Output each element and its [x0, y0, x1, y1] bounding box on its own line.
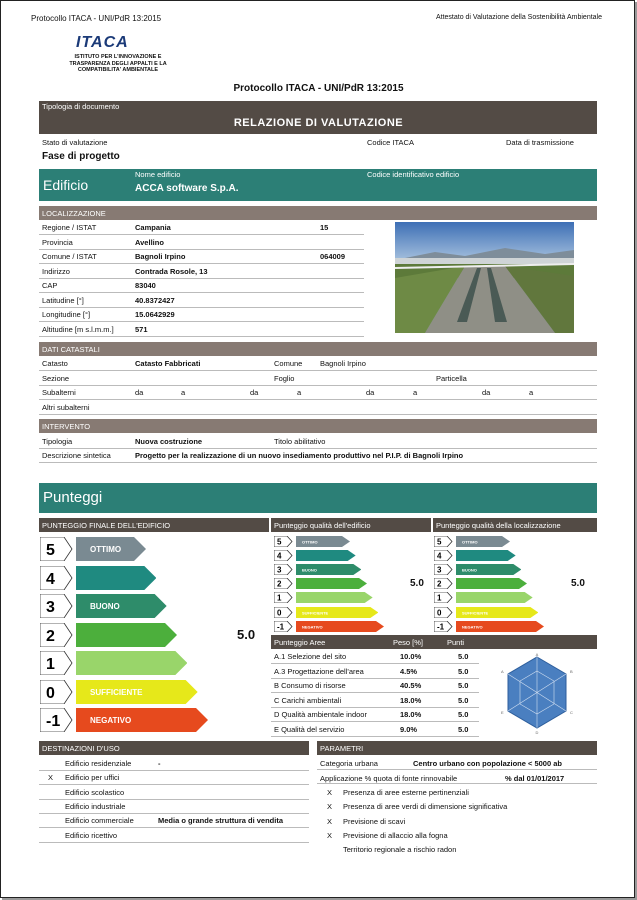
dest-extra: Media o grande struttura di vendita: [158, 816, 284, 826]
edificio-level-0: [274, 607, 378, 618]
row-divider: [317, 769, 597, 770]
level-number: 4: [46, 570, 55, 588]
qualita-localizzazione-value: 5.0: [571, 578, 585, 589]
row-divider: [39, 799, 309, 800]
level-name: NEGATIVO: [302, 624, 323, 630]
localizzazione-level--1: [434, 621, 544, 632]
level-number: 2: [437, 579, 442, 589]
loc-row-label: Longitudine [°]: [42, 310, 91, 319]
row-divider: [39, 813, 309, 814]
edificio-banner: [39, 169, 597, 201]
nome-edificio-value: ACCA software S.p.A.: [135, 183, 239, 194]
row-divider: [39, 827, 309, 828]
param-mark: X: [327, 830, 333, 840]
particella-label: Particella: [436, 374, 467, 383]
loc-row-value: 40.8372427: [135, 295, 175, 305]
level-number: 2: [46, 627, 55, 645]
altri-subalterni-label: Altri subalterni: [42, 403, 90, 412]
row-divider: [39, 278, 364, 279]
area-peso: 10.0%: [400, 652, 422, 661]
stato-value: Fase di progetto: [42, 151, 120, 162]
comune-label: Comune: [274, 359, 303, 368]
row-divider: [39, 784, 309, 785]
codice-edificio-label: Codice identificativo edificio: [367, 170, 460, 179]
row-divider: [39, 336, 364, 337]
row-divider: [39, 249, 364, 250]
loc-row-label: Altitudine [m s.l.m.m.]: [42, 324, 114, 334]
level-number: 1: [46, 656, 55, 673]
tipologia-intervento-value: Nuova costruzione: [135, 437, 203, 446]
comune-value: Bagnoli Irpino: [320, 359, 366, 368]
subalterni-da: da: [366, 388, 375, 397]
area-peso: 18.0%: [400, 695, 422, 705]
level-number: 4: [437, 551, 442, 561]
area-name: D Qualità ambientale indoor: [274, 710, 367, 719]
row-divider: [39, 842, 309, 843]
level-name: NEGATIVO: [462, 624, 483, 630]
finale-level--1: [40, 708, 208, 732]
area-name: E Qualità del servizio: [274, 724, 345, 734]
level-number: 5: [46, 542, 55, 559]
level-name: BUONO: [462, 567, 477, 573]
subalterni-label: Subalterni: [42, 388, 76, 397]
localizzazione-level-1: [434, 592, 533, 603]
param-mark: X: [327, 788, 333, 797]
qualita-edificio-value: 5.0: [410, 578, 424, 589]
finale-level-4: [40, 566, 156, 590]
loc-row-code: 15: [320, 223, 329, 232]
nome-edificio-label: Nome edificio: [135, 170, 181, 179]
level-number: 1: [277, 593, 282, 603]
area-punti: 5.0: [458, 695, 469, 705]
applicazione-label: Applicazione % quota di fonte rinnovabile: [320, 774, 458, 783]
finale-level-1: [40, 651, 187, 675]
edificio-level-1: [274, 592, 373, 603]
level-number: -1: [437, 622, 445, 632]
peso-label: Peso [%]: [393, 638, 424, 647]
intervento-header: INTERVENTO: [39, 419, 597, 433]
codice-itaca-label: Codice ITACA: [367, 138, 414, 147]
dest-label: Edificio residenziale: [65, 759, 132, 768]
dest-extra: -: [158, 759, 161, 768]
dest-label: Edificio ricettivo: [65, 830, 118, 840]
level-name: OTTIMO: [462, 539, 478, 545]
loc-row-code: 064009: [320, 252, 346, 261]
level-number: 1: [437, 593, 442, 603]
row-divider: [39, 321, 364, 322]
loc-row-label: Regione / ISTAT: [42, 223, 97, 232]
area-name: C Carichi ambientali: [274, 695, 342, 705]
level-name: OTTIMO: [90, 545, 122, 554]
level-number: 5: [437, 537, 442, 547]
area-punti: 5.0: [458, 724, 469, 734]
radar-label-3: D: [535, 730, 539, 735]
loc-row-label: Provincia: [42, 237, 73, 247]
param-label: Previsione di allaccio alla fogna: [343, 830, 448, 840]
loc-row-label: Indirizzo: [42, 266, 70, 276]
level-name: OTTIMO: [302, 539, 318, 545]
applicazione-value: % dal 01/01/2017: [505, 774, 565, 783]
loc-row-value: 83040: [135, 281, 156, 290]
level-number: 4: [277, 551, 282, 561]
level-name: SUFFICIENTE: [302, 610, 329, 615]
loc-row-value: 571: [135, 324, 148, 334]
param-mark: X: [327, 802, 333, 812]
level-number: 0: [46, 684, 55, 702]
level-name: SUFFICIENTE: [462, 610, 489, 615]
stato-label: Stato di valutazione: [42, 138, 108, 147]
dest-label: Edificio commerciale: [65, 816, 134, 826]
localizzazione-level-0: [434, 607, 538, 618]
sezione-label: Sezione: [42, 374, 70, 383]
loc-row-label: Latitudine [°]: [42, 295, 84, 305]
param-label: Presenza di aree esterne pertinenziali: [343, 788, 469, 797]
header-attestato: Attestato di Valutazione della Sostenibilità Ambientale: [435, 14, 602, 21]
level-name: SUFFICIENTE: [90, 687, 143, 697]
area-peso: 4.5%: [400, 666, 418, 676]
loc-row-value: Avellino: [135, 237, 164, 247]
area-punti: 5.0: [458, 666, 469, 676]
qualita-localizzazione-header: Punteggio qualità della localizzazione: [433, 518, 597, 532]
localizzazione-level-4: [434, 550, 516, 561]
area-peso: 18.0%: [400, 710, 422, 719]
area-name: B Consumo di risorse: [274, 681, 346, 690]
edificio-level-4: [274, 550, 356, 561]
radar-label-4: E: [501, 710, 504, 715]
level-number: 0: [277, 608, 282, 617]
page-title: Protocollo ITACA - UNI/PdR 13:2015: [233, 83, 404, 94]
row-divider: [271, 736, 479, 737]
subalterni-da: da: [250, 388, 259, 397]
dest-label: Edificio scolastico: [65, 787, 125, 797]
punteggio-finale-value: 5.0: [237, 627, 256, 642]
row-divider: [39, 263, 364, 264]
edificio-level-5: [274, 536, 350, 547]
level-name: BUONO: [90, 602, 120, 611]
tipologia-intervento-label: Tipologia: [42, 437, 73, 446]
level-name: BUONO: [302, 567, 317, 573]
header-protocol: Protocollo ITACA - UNI/PdR 13:2015: [31, 14, 162, 23]
edificio-level-3: [274, 564, 361, 575]
row-divider: [39, 770, 309, 771]
subalterni-da: da: [482, 388, 491, 397]
level-number: -1: [46, 713, 61, 730]
parametri-header: PARAMETRI: [317, 741, 597, 755]
subalterni-a: a: [413, 388, 418, 397]
area-punti: 5.0: [458, 681, 469, 690]
row-divider: [39, 292, 364, 293]
row-divider: [271, 678, 479, 679]
radar-label-1: B: [570, 669, 573, 674]
tipologia-label: Tipologia di documento: [42, 102, 120, 111]
punteggio-finale-header: PUNTEGGIO FINALE DELL'EDIFICIO: [39, 518, 269, 532]
titolo-abilitativo-label: Titolo abilitativo: [274, 437, 326, 446]
categoria-value: Centro urbano con popolazione < 5000 ab: [413, 759, 562, 768]
finale-level-0: [40, 680, 198, 704]
row-divider: [271, 707, 479, 708]
level-number: 0: [437, 608, 442, 617]
edificio-title: Edificio: [43, 177, 89, 193]
param-label: Previsione di scavi: [343, 816, 406, 826]
loc-row-value: Campania: [135, 223, 171, 232]
loc-row-value: Contrada Rosole, 13: [135, 266, 208, 276]
row-divider: [39, 307, 364, 308]
area-name: A.3 Progettazione dell'area: [274, 666, 364, 676]
row-divider: [271, 663, 479, 664]
level-number: 3: [437, 565, 442, 575]
level-number: 3: [46, 599, 55, 616]
catasto-value: Catasto Fabbricati: [135, 359, 201, 368]
loc-row-value: 15.0642929: [135, 310, 175, 319]
subalterni-da: da: [135, 388, 144, 397]
itaca-logo-subtitle: ISTITUTO PER L'INNOVAZIONE E TRASPARENZA DEGLI APPALTI E LA COMPATIBILITA' AMBIENTALE: [69, 54, 167, 73]
localizzazione-level-5: [434, 536, 510, 547]
radar-label-0: A: [535, 652, 539, 657]
level-number: 5: [277, 537, 282, 547]
dest-label: Edificio industriale: [65, 801, 126, 811]
descrizione-label: Descrizione sintetica: [42, 451, 111, 460]
radar-chart: [497, 651, 577, 735]
descrizione-value: Progetto per la realizzazione di un nuovo insediamento produttivo nel P.I.P. di Bagnoli Irpino: [135, 451, 464, 460]
edificio-level--1: [274, 621, 384, 632]
finale-level-3: [40, 594, 167, 618]
level-name: NEGATIVO: [90, 716, 132, 725]
row-divider: [271, 721, 479, 722]
level-number: -1: [277, 622, 285, 632]
localizzazione-level-2: [434, 578, 527, 589]
relazione-title: RELAZIONE DI VALUTAZIONE: [233, 117, 404, 129]
area-peso: 40.5%: [400, 681, 422, 690]
area-peso: 9.0%: [400, 724, 418, 734]
catasto-label: Catasto: [42, 359, 68, 368]
qualita-edificio-header: Punteggio qualità dell'edificio: [271, 518, 431, 532]
finale-level-5: [40, 537, 146, 561]
area-name: A.1 Selezione del sito: [274, 652, 347, 661]
radar-label-2: C: [570, 710, 573, 715]
row-divider: [317, 783, 597, 784]
data-trasmissione-label: Data di trasmissione: [506, 138, 574, 147]
loc-row-label: CAP: [42, 281, 58, 290]
localizzazione-level-3: [434, 564, 521, 575]
level-number: 3: [277, 565, 282, 575]
row-divider: [39, 234, 364, 235]
destinazioni-header: DESTINAZIONI D'USO: [39, 741, 309, 755]
localizzazione-header: LOCALIZZAZIONE: [39, 206, 597, 220]
loc-row-label: Comune / ISTAT: [42, 252, 97, 261]
level-number: 2: [277, 579, 282, 589]
area-punti: 5.0: [458, 710, 469, 719]
row-divider: [271, 692, 479, 693]
finale-level-2: [40, 623, 177, 647]
radar-label-5: A: [501, 669, 504, 674]
punti-label: Punti: [447, 638, 465, 647]
dati-catastali-header: DATI CATASTALI: [39, 342, 597, 356]
punteggi-banner: [39, 483, 597, 513]
subalterni-a: a: [297, 388, 302, 397]
edificio-level-2: [274, 578, 367, 589]
subalterni-a: a: [181, 388, 186, 397]
param-label: Presenza di aree verdi di dimensione significativa: [343, 802, 508, 812]
punteggio-aree-label: Punteggio Aree: [274, 638, 326, 647]
dest-mark: X: [48, 773, 54, 783]
categoria-label: Categoria urbana: [320, 759, 378, 768]
param-mark: X: [327, 816, 333, 826]
area-punti: 5.0: [458, 652, 469, 661]
param-label: Territorio regionale a rischio radon: [343, 845, 457, 855]
building-photo: [395, 222, 574, 333]
loc-row-value: Bagnoli Irpino: [135, 252, 186, 261]
punteggi-title: Punteggi: [43, 489, 103, 506]
dest-label: Edificio per uffici: [65, 773, 120, 783]
foglio-label: Foglio: [274, 374, 295, 383]
subalterni-a: a: [529, 388, 534, 397]
itaca-logo: ITACA: [76, 34, 129, 51]
